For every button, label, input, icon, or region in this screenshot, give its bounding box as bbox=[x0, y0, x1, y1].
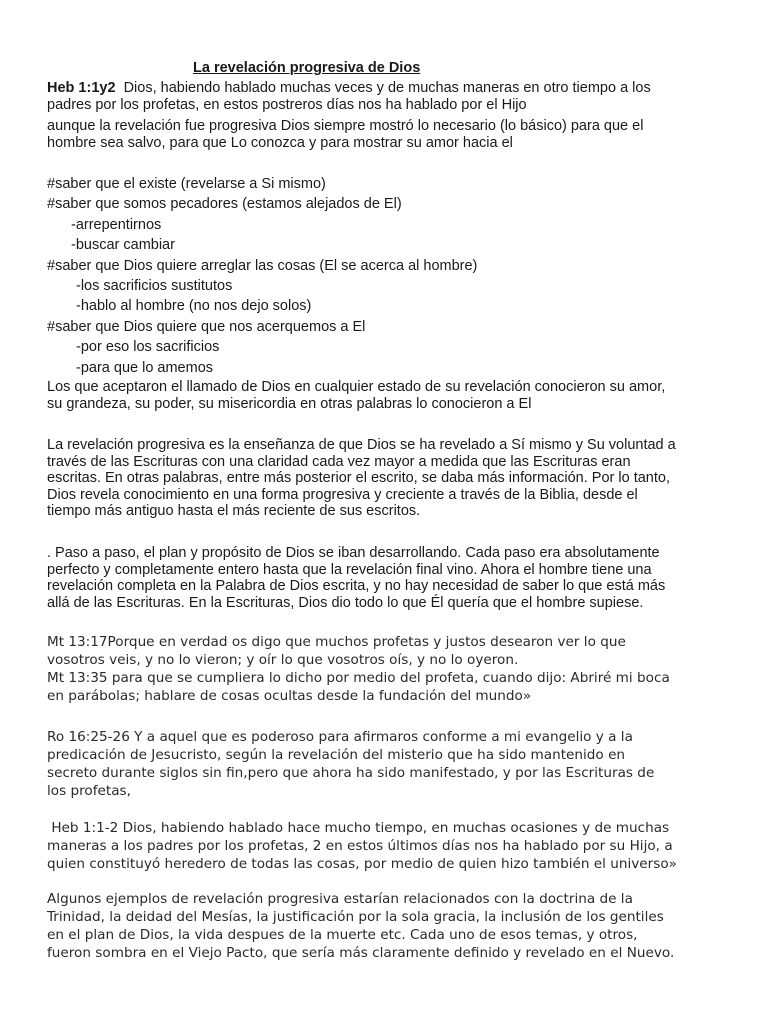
point-subitem: -hablo al hombre (no nos dejo solos) bbox=[76, 298, 312, 315]
paragraph-line: Los que aceptaron el llamado de Dios en cualquier estado de su revelación conocieron su amor, bbox=[47, 379, 666, 395]
verse-line: Mt 13:35 para que se cumpliera lo dicho por medio del profeta, cuando dijo: Abriré mi boca bbox=[47, 670, 670, 686]
verse-line: los profetas, bbox=[47, 783, 131, 799]
point-item: #saber que somos pecadores (estamos alejados de El) bbox=[47, 196, 402, 213]
step-by-step-paragraph bbox=[47, 545, 747, 611]
points-list bbox=[47, 174, 747, 378]
document-title: La revelación progresiva de Dios bbox=[193, 60, 421, 76]
point-subitem: -los sacrificios sustitutos bbox=[76, 278, 233, 295]
intro-paragraph bbox=[47, 80, 747, 113]
hebrews-quote bbox=[47, 819, 747, 873]
point-subitem: -por eso los sacrificios bbox=[76, 339, 220, 356]
intro-line-1-text: Dios, habiendo hablado muchas veces y de muchas maneras en otro tiempo a los bbox=[115, 80, 651, 96]
paragraph-line: tiempo más antiguo hasta el más reciente de sus escritos. bbox=[47, 503, 421, 519]
matthew-quotes bbox=[47, 633, 747, 705]
paragraph-line: través de las Escrituras con una claridad cada vez mayor a medida que las Escrituras eran bbox=[47, 453, 631, 470]
paragraph-line: Trinidad, la deidad del Mesías, la justificación por la sola gracia, la inclusión de los gentiles bbox=[47, 909, 664, 925]
verse-line: en parábolas; hablare de cosas ocultas desde la fundación del mundo» bbox=[47, 688, 532, 704]
point-item: #saber que el existe (revelarse a Si mismo) bbox=[47, 176, 326, 192]
paragraph-line: . Paso a paso, el plan y propósito de Dios se iban desarrollando. Cada paso era absolutamente bbox=[47, 545, 660, 561]
verse-line: Mt 13:17Porque en verdad os digo que muchos profetas y justos desearon ver lo que bbox=[47, 634, 626, 650]
intro-line-2: padres por los profetas, en estos postreros días nos ha hablado por el Hijo bbox=[47, 96, 527, 113]
examples-paragraph bbox=[47, 890, 747, 962]
definition-paragraph bbox=[47, 437, 747, 520]
intro-line-4: hombre sea salvo, para que Lo conozca y para mostrar su amor hacia el bbox=[47, 134, 513, 151]
point-item: #saber que Dios quiere arreglar las cosas (El se acerca al hombre) bbox=[47, 257, 478, 274]
paragraph-line: su grandeza, su poder, su misericordia en otras palabras lo conocieron a El bbox=[47, 395, 532, 412]
paragraph-line: Algunos ejemplos de revelación progresiva estarían relacionados con la doctrina de la bbox=[47, 891, 633, 907]
intro-line-3: aunque la revelación fue progresiva Dios siempre mostró lo necesario (lo básico) para que el bbox=[47, 118, 644, 134]
verse-line: secreto durante siglos sin fin,pero que ahora ha sido manifestado, y por las Escrituras de bbox=[47, 765, 655, 781]
verse-line: Ro 16:25-26 Y a aquel que es poderoso para afirmaros conforme a mi evangelio y a la bbox=[47, 729, 633, 745]
paragraph-line: allá de las Escrituras. En la Escrituras, Dios dio todo lo que Él quería que el hombre supiese. bbox=[47, 594, 644, 611]
point-subitem: -para que lo amemos bbox=[76, 359, 214, 376]
paragraph-line: Dios revela conocimiento en una forma progresiva y creciente a través de la Biblia, desde el bbox=[47, 486, 638, 503]
verse-line: predicación de Jesucristo, según la revelación del misterio que ha sido mantenido en bbox=[47, 747, 626, 763]
scripture-ref-heb: Heb 1:1y2 bbox=[47, 80, 116, 96]
paragraph-line: fueron sombra en el Viejo Pacto, que sería más claramente definido y revelado en el Nuevo. bbox=[47, 945, 675, 961]
paragraph-line: La revelación progresiva es la enseñanza de que Dios se ha revelado a Sí mismo y Su voluntad a bbox=[47, 437, 676, 453]
conclusion-paragraph bbox=[47, 379, 747, 412]
point-subitem: -buscar cambiar bbox=[71, 237, 175, 254]
verse-line: vosotros veis, y no lo vieron; y oír lo que vosotros oís, y no lo oyeron. bbox=[47, 652, 519, 668]
verse-line: quien constituyó heredero de todas las cosas, por medio de quien hizo también el universo» bbox=[47, 856, 677, 872]
paragraph-line: en el plan de Dios, la vida despues de la muerte etc. Cada uno de esos temas, y otros, bbox=[47, 927, 638, 943]
paragraph-line: revelación completa en la Palabra de Dios escrita, y no hay necesidad de saber lo que está más bbox=[47, 578, 666, 594]
point-subitem: -arrepentirnos bbox=[71, 216, 162, 233]
verse-line: Heb 1:1-2 Dios, habiendo hablado hace mucho tiempo, en muchas ocasiones y de muchas bbox=[47, 820, 670, 836]
intro-line-1 bbox=[47, 80, 747, 97]
intro-continuation bbox=[47, 118, 747, 151]
romans-quote bbox=[47, 728, 747, 800]
paragraph-line: perfecto y completamente entero hasta que la revelación final vino. Ahora el hombre tiene una bbox=[47, 561, 652, 578]
verse-line: maneras a los padres por los profetas, 2 en estos últimos días nos ha hablado por su Hijo, a bbox=[47, 838, 673, 854]
point-item: #saber que Dios quiere que nos acerquemos a El bbox=[47, 318, 366, 335]
paragraph-line: escritas. En otras palabras, entre más posterior el escrito, se daba más información. Por lo tanto, bbox=[47, 470, 670, 486]
